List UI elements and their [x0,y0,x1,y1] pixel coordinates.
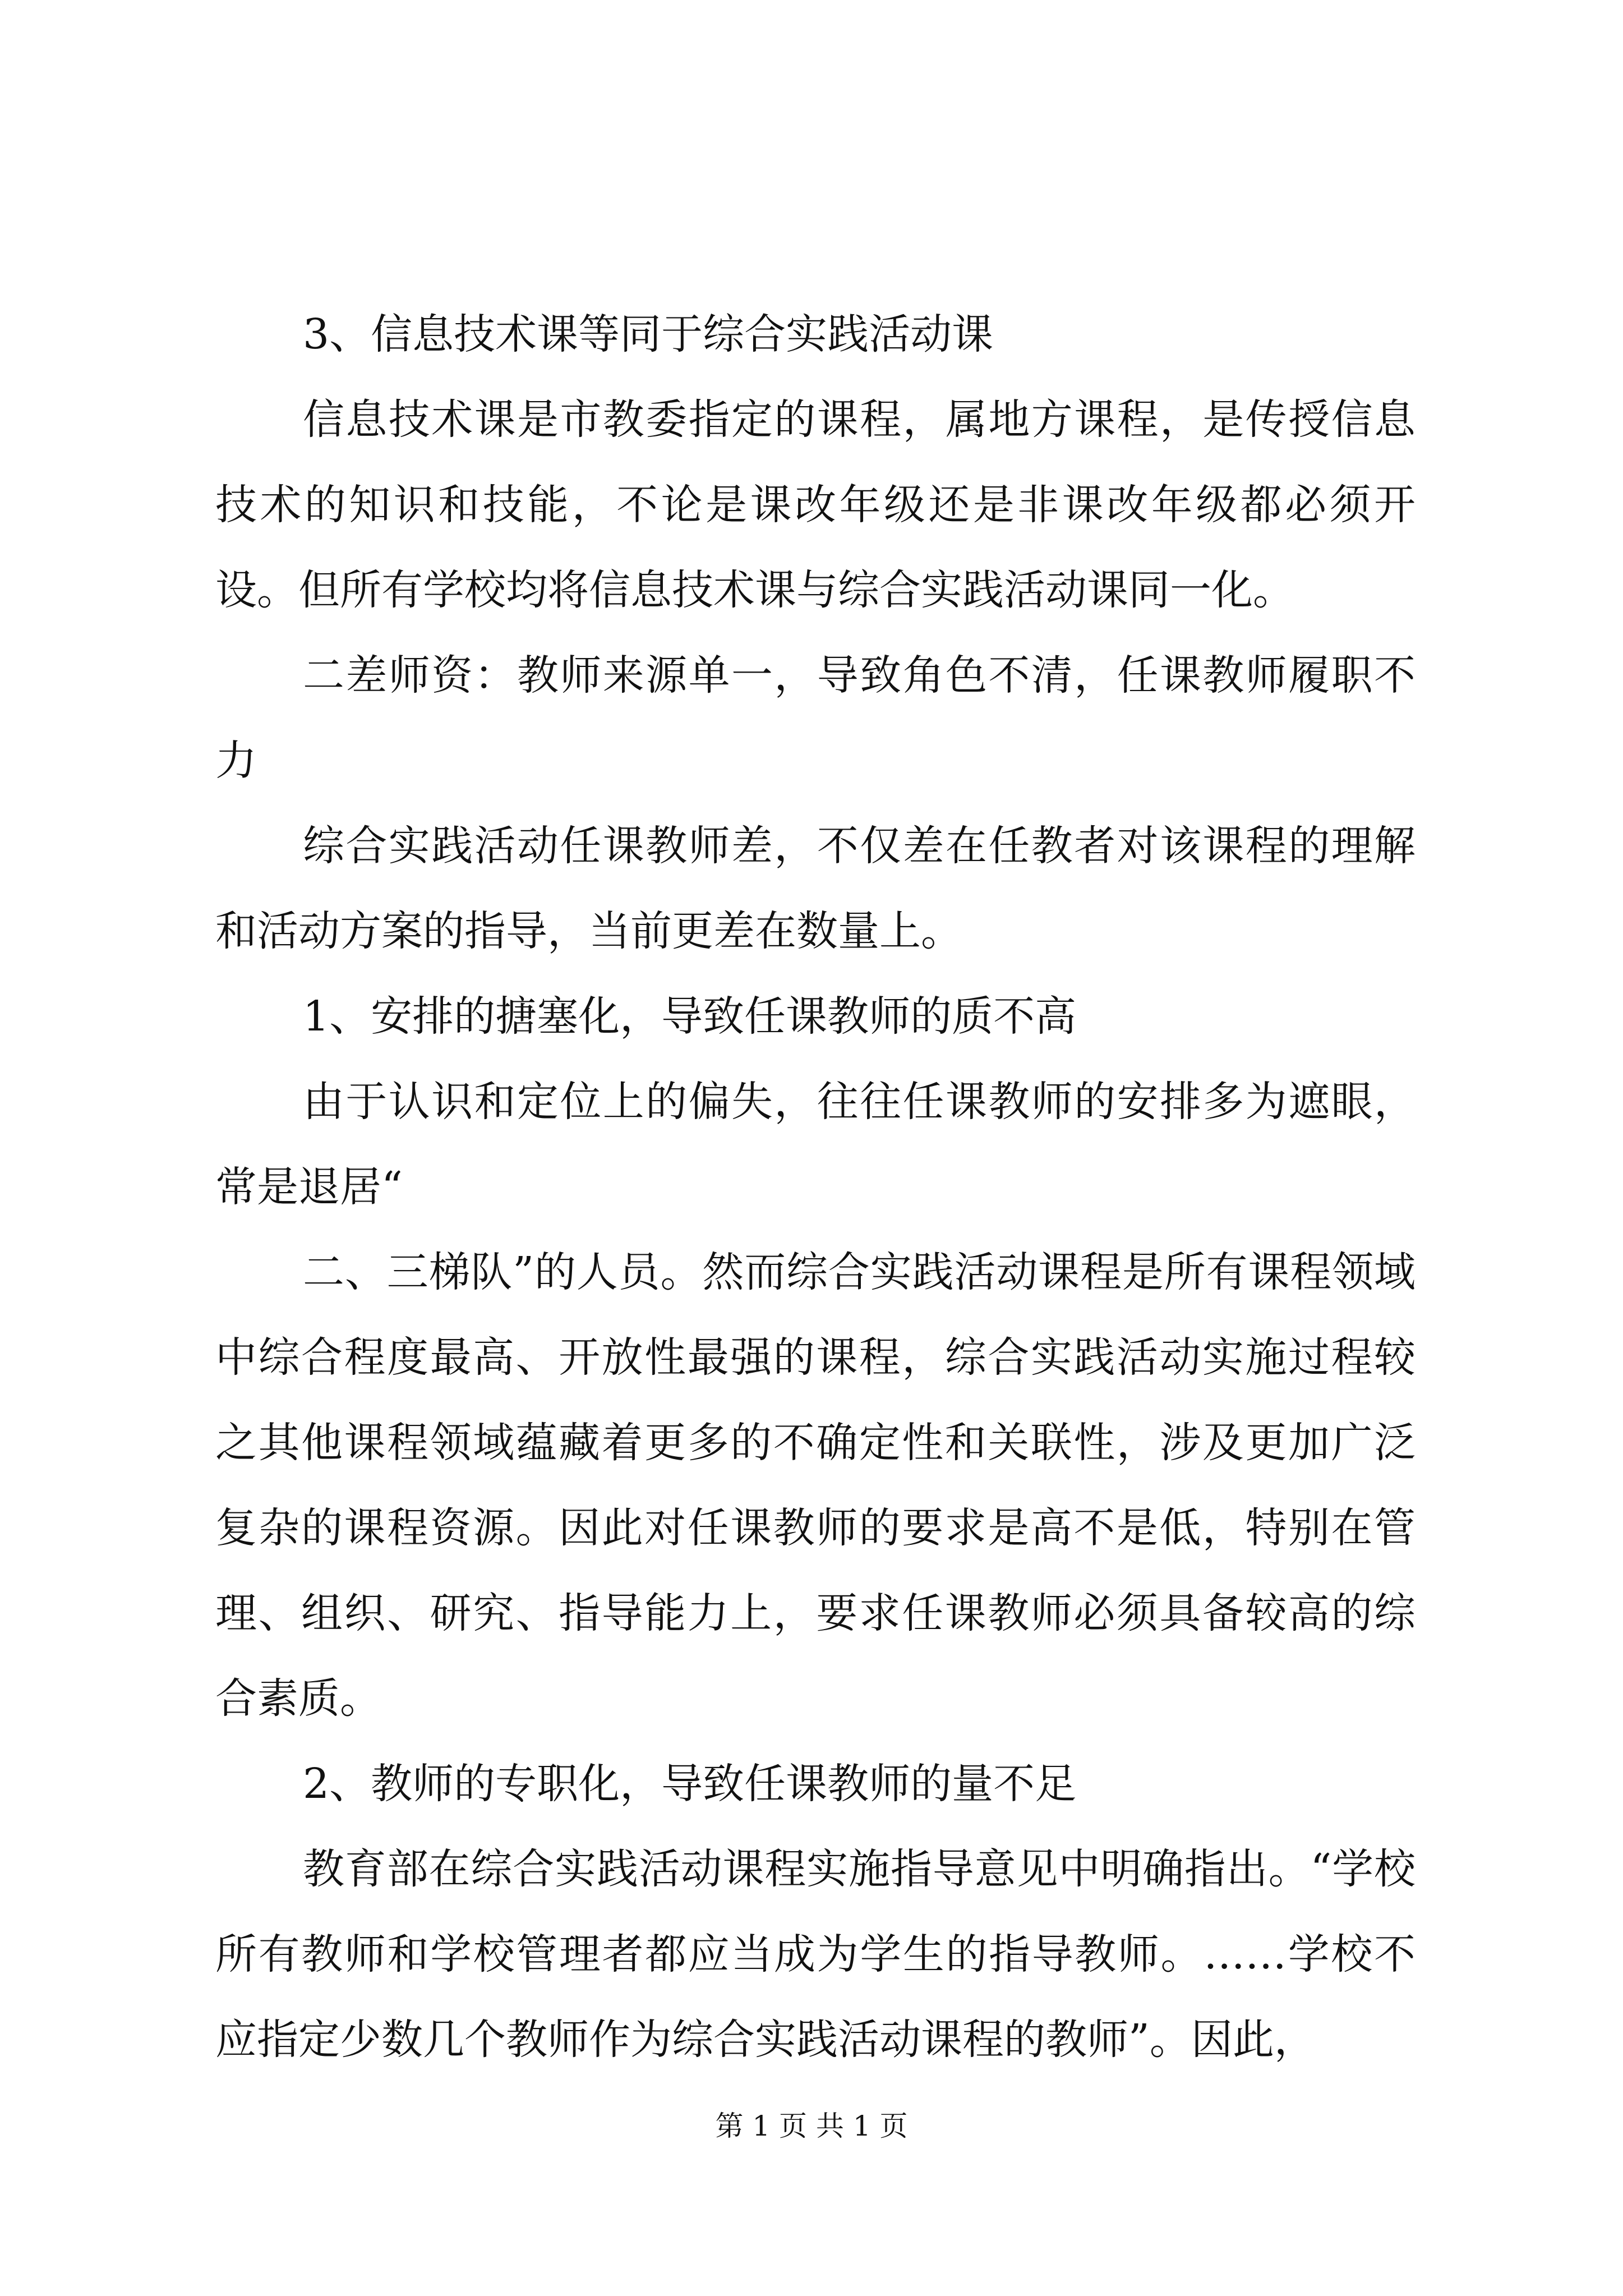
document-body [215,292,1415,2082]
paragraph-teacher-shortage: 综合实践活动任课教师差，不仅差在任教者对该课程的理解和活动方案的指导，当前更差在数量上。 [215,822,1415,955]
paragraph-heading-specialization: 2、教师的专职化，导致任课教师的量不足 [303,1760,1077,1808]
paragraph-ministry-guidance: 教育部在综合实践活动课程实施指导意见中明确指出。“学校所有教师和学校管理者都应当成为学生的指导教师。……学校不应指定少数几个教师作为综合实践活动课程的教师”。因此， [215,1845,1415,2064]
page-number-label: 第 1 页 共 1 页 [715,2110,908,2142]
page-footer [0,2106,1623,2146]
paragraph-heading-arrangement: 1、安排的搪塞化，导致任课教师的质不高 [303,992,1077,1041]
paragraph-info-tech-course: 信息技术课是市教委指定的课程，属地方课程，是传授信息技术的知识和技能，不论是课改年级还是非课改年级都必须开设。但所有学校均将信息技术课与综合实践活动课同一化。 [215,395,1415,614]
paragraph-heading-info-tech: 3、信息技术课等同于综合实践活动课 [303,310,994,358]
paragraph-second-third-tier: 二、三梯队”的人员。然而综合实践活动课程是所有课程领域中综合程度最高、开放性最强的课程，综合实践活动实施过程较之其他课程领域蕴藏着更多的不确定性和关联性，涉及更加广泛复杂的课程资源。因此对任课教师的要求是高不是低，特别在管理、组织、研究、指导能力上，要求任课教师必须具备较高的综合素质。 [215,1248,1415,1723]
paragraph-arrangement-bias: 由于认识和定位上的偏失，往往任课教师的安排多为遮眼，常是退居“ [215,1078,1415,1211]
paragraph-heading-teachers: 二差师资：教师来源单一，导致角色不清，任课教师履职不力 [215,651,1415,785]
